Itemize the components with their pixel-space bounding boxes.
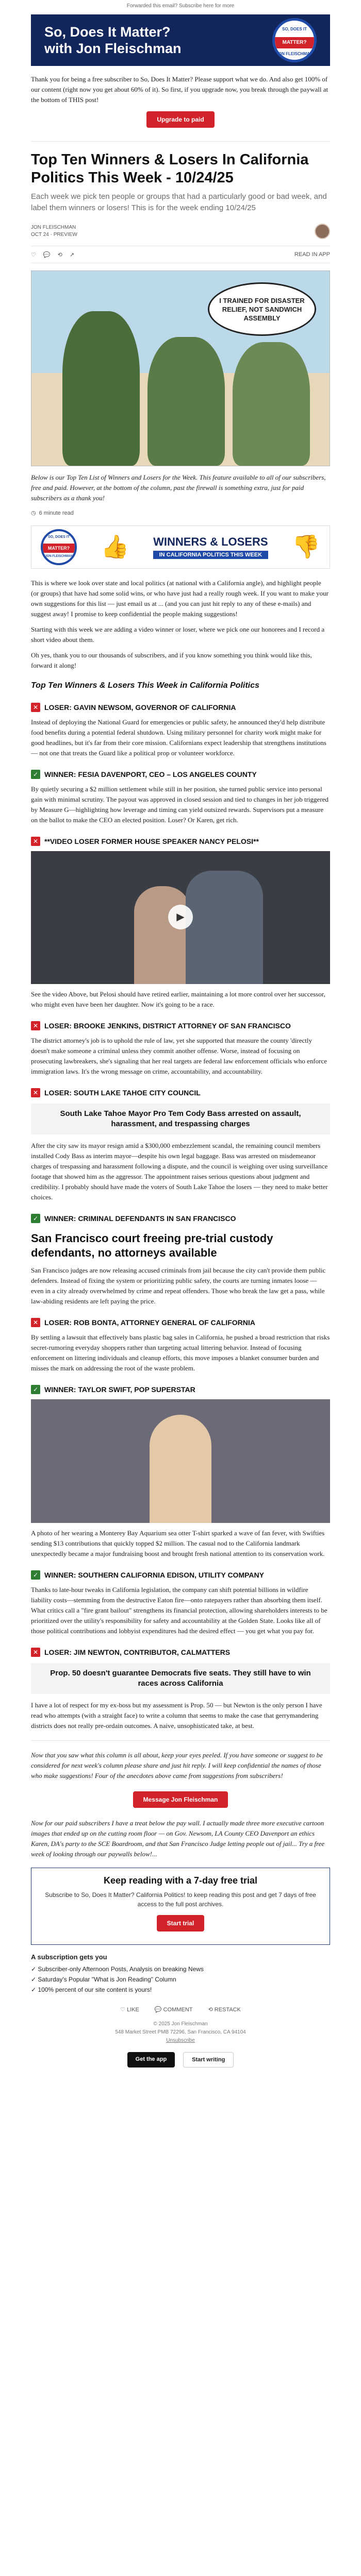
list-item-text: The district attorney's job is to uphold the rule of law, yet she supported that measure the county 'directly doesn't make someone a criminal unless they commit another offense. Worse, instead of focusing on prosecuting lawbreakers, she's signaling that her real targets are federal law enforcement officials who enforce immigration laws. It's the wrong message on crime, accountability, and accountability. <box>31 1037 327 1075</box>
trial-box <box>31 1868 330 1945</box>
list-item-text: By quietly securing a $2 million settlement while still in her position, she turned public service into personal gain with minimal scrutiny. The payout was approved in closed session and tied to changes in her job triggered by Measure G—highlighting how leverage and timing can yield outsized rewards. Supervisors put a measure on the ballot to make the CEO an elected position. Loser? Or Karen, get rich. <box>31 785 329 824</box>
read-time: ◷ 6 minute read <box>31 510 74 516</box>
cartoon-figure <box>62 311 140 466</box>
upgrade-button[interactable]: Upgrade to paid <box>146 111 214 128</box>
closing-text: Now that you saw what this column is all about, keep your eyes peeled. If you have someone or suggest to be considered for next week's column please share and just hit reply. I will keep confidential the names of those who make suggestions! Four of the anecdotes above came from suggestions from subscribers! <box>31 1751 323 1780</box>
banner-logo: SO, DOES IT MATTER? JON FLEISCHMAN <box>41 529 77 565</box>
list-item-heading: ✓ WINNER: TAYLOR SWIFT, POP SUPERSTAR <box>31 1385 330 1394</box>
avatar[interactable] <box>315 224 330 239</box>
list-item-heading: ✓ WINNER: FESIA DAVENPORT, CEO – LOS ANGELES COUNTY <box>31 770 330 779</box>
list-item-text: San Francisco judges are now releasing accused criminals from jail because the city can't provide them public defenders. Instead of fixing the system or prioritizing public safety, the courts are turning inmates loose — even in a city already overwhelmed by crime and repeat offenders. Those who break the law get a pass, while law-abiding residents are left paying the price. <box>31 1266 326 1305</box>
x-icon: ✕ <box>31 1648 40 1657</box>
like-button[interactable]: ♡ LIKE <box>120 2007 139 2013</box>
perk-item: ✓ Subscriber-only Afternoon Posts, Analysis on breaking News <box>31 1965 204 1973</box>
cartoon-image[interactable] <box>31 270 330 466</box>
footer-actions <box>31 2006 330 2013</box>
list-item-heading: ✕ LOSER: JIM NEWTON, CONTRIBUTOR, CALMATTERS <box>31 1648 330 1657</box>
x-icon: ✕ <box>31 1021 40 1030</box>
check-icon: ✓ <box>31 1965 37 1973</box>
email-body <box>31 14 330 2067</box>
post-subtitle: Each week we pick ten people or groups that had a particularly good or bad week, and label them winners or losers! This is for the week ending 10/24/25 <box>31 192 327 212</box>
get-app-button[interactable]: Get the app <box>127 2052 175 2067</box>
list-item-text: See the video Above, but Pelosi should have retired earlier, maintaining a lot more control over her successor, who might even have been her daughter. Now it's going to be a race. <box>31 990 325 1008</box>
post-date: OCT 24 <box>31 232 49 238</box>
news-photo[interactable] <box>31 1399 330 1523</box>
list-heading: Top Ten Winners & Losers This Week in California Politics <box>31 681 259 690</box>
x-icon: ✕ <box>31 1318 40 1327</box>
list-item-heading: ✓ WINNER: CRIMINAL DEFENDANTS IN SAN FRANCISCO <box>31 1214 330 1223</box>
restack-icon[interactable]: ⟲ <box>57 251 62 258</box>
list-item-heading: ✕ LOSER: SOUTH LAKE TAHOE CITY COUNCIL <box>31 1088 330 1097</box>
app-buttons <box>31 2052 330 2067</box>
body-paragraph: This is where we look over state and local politics (at national with a California angle), and highlight people (or groups) that have had some solid wins, or who have just had a really rough week. If you want to make your own suggestions for this list — just email us at ... (and you can just hit reply to any of these e-mails) and suggest away! I promise to keep confidential the people making suggestions! <box>31 579 329 618</box>
publication-title: So, Does It Matter? with Jon Fleischman <box>44 24 182 56</box>
list-item-text: Thanks to late-hour tweaks in California legislation, the company can shift potential billions in wildfire liability costs—stemming from the destructive Eaton fire—onto ratepayers rather than absorbing them itself. What critics call a "fire grant bailout" strengthens its financial protection, allowing shareholders interests to be prioritized over the utility's responsibility for safety and accountability at the Golden State. Looks like all of those political contributions and lobbyist expenditures had the desired effect — you get what you pay for. <box>31 1586 327 1635</box>
list-item-heading: ✕ LOSER: GAVIN NEWSOM, GOVERNOR OF CALIFORNIA <box>31 703 330 712</box>
check-icon: ✓ <box>31 1570 40 1580</box>
body-paragraph: Oh yes, thank you to our thousands of subscribers, and if you know something you think would like this, forward it along! <box>31 651 312 669</box>
copyright: © 2025 Jon Fleischman <box>153 2021 208 2027</box>
forward-note[interactable]: Forwarded this email? Subscribe here for more <box>126 3 235 9</box>
action-bar <box>31 246 330 263</box>
thumbs-up-icon: 👍 <box>101 534 129 560</box>
subscription-perks: A subscription gets you ✓ Subscriber-only Afternoon Posts, Analysis on breaking News ✓ Saturday's Popular "What is Jon Reading" Column ✓ 100% percent of our site content is yours! <box>31 1953 330 1995</box>
x-icon: ✕ <box>31 1088 40 1097</box>
perk-item: ✓ Saturday's Popular "What is Jon Reading" Column <box>31 1976 176 1983</box>
image-caption: Below is our Top Ten List of Winners and Losers for the Week. This feature available to all of our subscribers, free and paid. However, at the bottom of the column, past the firewall is something extra, just for paid subscribers as a thank you! <box>31 473 326 502</box>
unsubscribe-link[interactable]: Unsubscribe <box>166 2038 195 2043</box>
comment-button[interactable]: 💬 COMMENT <box>154 2007 193 2013</box>
embedded-headline[interactable]: San Francisco court freeing pre-trial custody defendants, no attorneys available <box>31 1232 273 1259</box>
perk-item: ✓ 100% percent of our site content is yours! <box>31 1986 152 1993</box>
read-in-app-link[interactable]: READ IN APP <box>294 251 330 258</box>
footer <box>31 2020 330 2045</box>
check-icon: ✓ <box>31 1986 37 1993</box>
x-icon: ✕ <box>31 703 40 712</box>
heart-icon[interactable]: ♡ <box>31 251 36 258</box>
list-item-text: I have a lot of respect for my ex-boss but my assessment is Prop. 50 — but Newton is the only person I have read who attempts (with a straight face) to write a column that seems to make the case that gerrymandering districts does not really pre-ordain outcomes. A naive, unsophisticated take, at best. <box>31 1701 322 1730</box>
speech-bubble: I TRAINED FOR DISASTER RELIEF, NOT SANDWICH ASSEMBLY <box>208 282 316 336</box>
masthead <box>31 14 330 66</box>
publication-logo: SO, DOES IT MATTER? JON FLEISCHMAN <box>272 18 317 62</box>
cartoon-figure <box>147 337 225 466</box>
list-item-heading: ✕ LOSER: BROOKE JENKINS, DISTRICT ATTORNEY OF SAN FRANCISCO <box>31 1021 330 1030</box>
paid-label: PREVIEW <box>53 232 77 238</box>
share-icon[interactable]: ↗ <box>69 251 75 258</box>
start-writing-button[interactable]: Start writing <box>183 2052 234 2067</box>
banner-subtitle: IN CALIFORNIA POLITICS THIS WEEK <box>153 551 268 559</box>
list-item-heading: ✕ **VIDEO LOSER FORMER HOUSE SPEAKER NANCY PELOSI** <box>31 837 330 846</box>
list-item-heading: ✕ LOSER: ROB BONTA, ATTORNEY GENERAL OF CALIFORNIA <box>31 1318 330 1327</box>
divider <box>31 1740 330 1741</box>
paid-note: Now for our paid subscribers I have a treat below the pay wall. I actually made three more executive cartoon images that ended up on the cutting room floor — on Gov. Newsom, LA County CEO Davenport an ethics Karen, DA's party to the SCE Boardroom, and that San Francisco Judge letting people out of jail... Try a free week of looking through our paywalls below!... <box>31 1819 325 1858</box>
list-item-text: By settling a lawsuit that effectively bans plastic bag sales in California, he pushed a broad restriction that risks secret-rumoring everyday shoppers rather than targeting actual littering behavior. Instead of focusing enforcement on littering individuals and cleanup efforts, this move imposes a blanket consumer burden and misses the mark on addressing the root of the waste problem. <box>31 1333 330 1372</box>
body-paragraph: Starting with this week we are adding a video winner or loser, where we pick one our honorees and I record a short video about them. <box>31 625 325 643</box>
check-icon: ✓ <box>31 770 40 779</box>
list-item-heading: ✓ WINNER: SOUTHERN CALIFORNIA EDISON, UTILITY COMPANY <box>31 1570 330 1580</box>
divider <box>31 141 330 142</box>
author-name[interactable]: JON FLEISCHMAN <box>31 225 76 230</box>
trial-title: Keep reading with a 7-day free trial <box>103 1875 258 1886</box>
address: 548 Market Street PMB 72296, San Francisco, CA 94104 <box>115 2029 246 2035</box>
comment-icon[interactable]: 💬 <box>43 251 51 258</box>
restack-button[interactable]: ⟲ RESTACK <box>208 2007 241 2013</box>
embedded-headline[interactable]: South Lake Tahoe Mayor Pro Tem Cody Bass arrested on assault, harassment, and trespassing charges <box>31 1104 330 1134</box>
cartoon-figure <box>233 342 310 466</box>
intro-text: Thank you for being a free subscriber to So, Does It Matter? Please support what we do. And also get 100% of our content (right now you get about 60% of it). So first, if you upgrade now, you break through the paywall at the bottom of THIS post! <box>31 75 329 104</box>
list-item-text: Instead of deploying the National Guard for emergencies or public safety, he announced they'd help distribute food benefits during a potential federal shutdown. Using military personnel for charity work might make for good headlines, but it's far from their core mission. Californians expect leadership that strengthens institutions — not one that treats the Guard like a political prop or volunteer workforce. <box>31 718 326 757</box>
banner-title: WINNERS & LOSERS <box>153 535 268 548</box>
check-icon: ✓ <box>31 1214 40 1223</box>
check-icon: ✓ <box>31 1976 37 1983</box>
start-trial-button[interactable]: Start trial <box>157 1915 205 1931</box>
video-embed[interactable] <box>31 851 330 984</box>
play-icon[interactable]: ▶ <box>168 905 193 929</box>
byline: JON FLEISCHMAN OCT 24 · PREVIEW <box>31 221 330 242</box>
message-button[interactable]: Message Jon Fleischman <box>133 1791 228 1808</box>
post-title[interactable]: Top Ten Winners & Losers In California Politics This Week - 10/24/25 <box>31 151 309 186</box>
embedded-headline[interactable]: Prop. 50 doesn't guarantee Democrats five seats. They still have to win races across California <box>31 1663 330 1694</box>
trial-text: Subscribe to So, Does It Matter? California Politics! to keep reading this post and get 7 days of free access to the full post archives. <box>45 1891 316 1908</box>
thumbs-down-icon: 👎 <box>292 534 320 560</box>
winners-losers-banner <box>31 526 330 569</box>
list-item-text: A photo of her wearing a Monterey Bay Aquarium sea otter T-shirt sparked a wave of fan fever, with Swifties sending $13 contributions that quickly topped $2 million. The casual nod to the California landmark unexpectedly became a major fundraising boost and brought fresh national attention to its conservation work. <box>31 1529 325 1557</box>
clock-icon: ◷ <box>31 510 36 516</box>
check-icon: ✓ <box>31 1385 40 1394</box>
list-item-text: After the city saw its mayor resign amid a $300,000 embezzlement scandal, the remaining council members installed Cody Bass as interim mayor—despite his own legal baggage. Bass was arrested on misdemeanor charges of trespassing and harassment following a dispute, and the council is weighing over using surveillance footage that showed him as the aggressor. The appointment raises serious questions about judgment and credibility. I probably should have made the voters of South Lake Tahoe the losers — they need to make better choices. <box>31 1142 328 1201</box>
x-icon: ✕ <box>31 837 40 846</box>
